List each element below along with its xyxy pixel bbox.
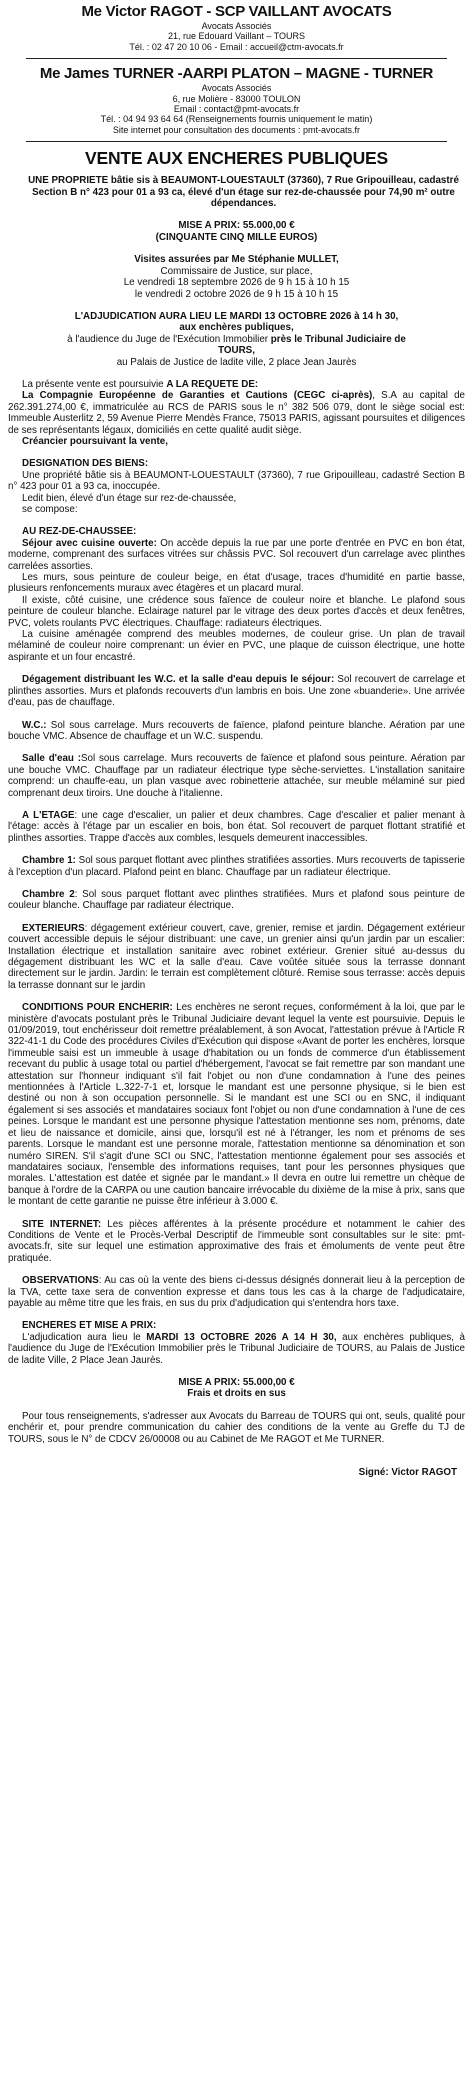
rdc-p3: Il existe, côté cuisine, une crédence sous faïence de couleur noire et blanche. Le plafond sous peinture de couleur blanche. Eclairage naturel par le vitrage des deux portes d'accès et deux fenêtres, PVC, volets roulants PVC électriques. Chauffage: radiateurs électriques.	[8, 594, 465, 629]
chambre1-paragraph	[8, 855, 465, 878]
etage-paragraph	[8, 810, 465, 844]
designation-line2: Ledit bien, élevé d'un étage sur rez-de-chaussée,	[22, 492, 237, 504]
encheres-date: MARDI 13 OCTOBRE 2026 A 14 H 30,	[146, 1331, 337, 1343]
adjudication-line3-text: à l'audience du Juge de l'Exécution Immobilier	[67, 333, 271, 345]
exterieurs-paragraph	[8, 923, 465, 991]
firm1-block	[8, 3, 465, 52]
firm2-block	[8, 65, 465, 135]
encheres-heading: ENCHERES ET MISE A PRIX:	[22, 1320, 157, 1332]
requete-label: A LA REQUETE DE:	[166, 378, 259, 390]
creancier-line: Créancier poursuivant la vente,	[22, 435, 168, 447]
observations-label: OBSERVATIONS	[22, 1275, 99, 1287]
wc-paragraph	[8, 720, 465, 743]
renseignements-paragraph: Pour tous renseignements, s'adresser aux Avocats du Barreau de TOURS qui ont, seuls, qualité pour enchérir et, pour prendre communication du cahier des conditions de la vente au Greffe du TJ de TOURS, sous le N° de CDCV 26/00008 ou au Cabinet de Me RAGOT et Me TURNER.	[8, 1410, 465, 1445]
price-words: (CINQUANTE CINQ MILLE EUROS)	[155, 231, 318, 243]
adjudication-court: près le Tribunal Judiciaire de	[270, 333, 406, 345]
conditions-text: Les enchères ne seront reçues, conformément à la loi, que par le ministère d'avocats postulant près le Tribunal Judiciaire devant lequel la vente est poursuivie. Depuis le 01/09/2019, tout enchérisseur doit remettre préalablement, à son Avocat, l'attestation prévue à l'Article R 322-41-1 du Code des procédures Civiles d'Exécution qui dispose «Avant de porter les enchères, lorsque l'immeuble saisi est un immeuble à usage d'habitation ou un fonds de commerce d'un établissement recevant du public à usage total ou partiel d'hébergement, l'avocat se fait remettre par son mandant une attestation sur l'honneur indiquant s'il fait l'objet ou non d'une condamnation à l'une des peines mentionnées à l'Article L.322-7-1 et, lorsque le mandant est une personne physique, si le bien est destiné ou non à son occupation personnelle. Si le mandant est une SCI ou en SNC, il indiquant également si ses associés et mandataires sociaux font l'objet ou non d'une condamnation à l'une de ces peines. Lorsque le mandant est une personne physique l'attestation mentionne ses nom, prénoms, date et lieu de naissance et domicile, ainsi que, lorsqu'il est né à l'étranger, les nom et prénoms de ses parents. Lorsque le mandant est une personne morale, l'attestation mentionne sa dénomination et son numéro SIREN. S'il s'agit d'une SCI ou SNC, l'attestation mentionne également pour ses associés et mandataires sociaux, l'ensemble des informations requises, tant pour les personnes physiques que morales. L'attestation est datée et signée par le mandant.» Il devra en outre lui remettre un chèque de banque à l'ordre de la CARPA ou une caution bancaire irrévocable du dixième de la mise à prix, sans que le montant de cette garantie ne puisse être inférieur à 3.000 €.	[8, 1002, 466, 1208]
firm2-line2: 6, rue Molière - 83000 TOULON	[172, 93, 301, 104]
property-summary: UNE PROPRIETE bâtie sis à BEAUMONT-LOUESTAULT (37360), 7 Rue Gripouilleau, cadastré Section B n° 423 pour 01 a 93 ca, élevé d'un étage sur rez-de-chaussée pour 74,90 m² outre dépendances.	[28, 175, 459, 210]
exterieurs-text: : dégagement extérieur couvert, cave, grenier, remise et jardin. Dégagement extérieur couvert accessible depuis le séjour distribuant: une cave, un grenier ainsi qu'un jardin par un escalier: Installation électrique et installation sanitaire avec robinet extérieur. Grenier situé au-dessus du dégagement distribuant les WC et la salle d'eau. Cave voûtée située sous la terrasse donnant directement sur le jardin. Jardin: le terrain est complètement clôturé. Remise sous terrasse: accès depuis la terrasse donnant sur le jardin	[8, 922, 465, 991]
observations-paragraph	[8, 1275, 465, 1309]
adjudication-line3	[8, 334, 465, 345]
chambre2-label: Chambre 2	[22, 888, 75, 900]
adjudication-line2: aux enchères publiques,	[179, 322, 294, 334]
requete-intro-text: La présente vente est poursuivie	[22, 378, 167, 390]
degagement-label: Dégagement distribuant les W.C. et la salle d'eau depuis le séjour:	[22, 674, 335, 686]
rdc-p1	[8, 538, 465, 572]
creditor-name: La Compagnie Européenne de Garanties et Cautions (CEGC ci-après)	[22, 390, 373, 402]
firm2-name: Me James TURNER -AARPI PLATON – MAGNE - TURNER	[39, 65, 434, 83]
etage-label: A L'ETAGE	[22, 809, 75, 821]
visits-line3: Le vendredi 18 septembre 2026 de 9 h 15 à 10 h 15	[123, 277, 350, 289]
rdc-heading: AU REZ-DE-CHAUSSEE:	[22, 526, 137, 538]
etage-text: : une cage d'escalier, un palier et deux chambres. Cage d'escalier et palier menant à l'étage: accès à l'étage par un escalier en bois, bon état. Sol recouvert de parquet flottant stratifié et plinthes assorties. Trappe d'accès aux combles, lesquels demeurent inaccessibles.	[8, 809, 465, 844]
adjudication-place: au Palais de Justice de ladite ville, 2 place Jean Jaurès	[116, 356, 357, 368]
divider	[26, 141, 447, 142]
firm1-line2: 21, rue Edouard Vaillant – TOURS	[167, 31, 306, 42]
rdc-p1-label: Séjour avec cuisine ouverte:	[22, 537, 157, 549]
salle-eau-text: Sol sous carrelage. Murs recouverts de faïence et plafond sous peinture. Aération par une bouche VMC. Chauffage par un radiateur électrique type sèche-serviettes. L'installation sanitaire comprend: un chauffe-eau, un plan vasque avec robinetterie attachée, sur meuble mélaminé sur pied comprenant deux tiroirs. Une douche à l'italienne.	[8, 753, 465, 799]
creditor-paragraph	[8, 390, 465, 436]
firm1-line1: Avocats Associés	[201, 21, 272, 31]
firm2-line3: Email : contact@pmt-avocats.fr	[173, 104, 300, 115]
firm1-line3: Tél. : 02 47 20 10 06 - Email : accueil@ctm-avocats.fr	[129, 41, 344, 52]
creditor-details: , S.A au capital de 262.391.274,00 €, immatriculée au RCS de PARIS sous le n° 382 506 079, dont le siège social est: Immeuble Austerlitz 2, 59 Avenue Pierre Mendès France, 75013 PARIS, agissant poursuites et diligences de ses représentants légaux, domiciliés en cette qualité audit siège.	[8, 390, 465, 436]
visits-line1: Visites assurées par Me Stéphanie MULLET,	[134, 254, 339, 266]
chambre2-paragraph	[8, 889, 465, 912]
exterieurs-label: EXTERIEURS	[22, 922, 85, 934]
visits-line4: le vendredi 2 octobre 2026 de 9 h 15 à 10 h 15	[134, 288, 339, 300]
designation-heading: DESIGNATION DES BIENS:	[22, 458, 149, 470]
firm2-line5: Site internet pour consultation des documents : pmt-avocats.fr	[112, 124, 361, 135]
firm2-line4: Tél. : 04 94 93 64 64 (Renseignements fournis uniquement le matin)	[100, 114, 373, 125]
price2-fees: Frais et droits en sus	[187, 1388, 286, 1400]
site-label: SITE INTERNET:	[22, 1218, 102, 1230]
visits-line2: Commissaire de Justice, sur place,	[160, 265, 313, 277]
observations-text: : Au cas où la vente des biens ci-dessus désignés donnerait lieu à la perception de la TVA, cette taxe sera de convention expresse et dans tous les cas à la charge de l'adjudicataire, payable au même titre que les frais, en sus du prix d'adjudication qui s'entendra hors taxe.	[8, 1275, 465, 1309]
divider	[26, 58, 447, 59]
requete-intro	[8, 379, 465, 390]
wc-label: W.C.:	[22, 719, 47, 731]
chambre1-label: Chambre 1:	[22, 855, 76, 867]
page-title: VENTE AUX ENCHERES PUBLIQUES	[85, 148, 388, 169]
chambre1-text: Sol sous parquet flottant avec plinthes stratifiées assorties. Murs recouverts de tapisserie à l'exception d'un placard. Plafond peint en blanc. Chauffage par un radiateur électrique.	[8, 855, 465, 878]
conditions-label: CONDITIONS POUR ENCHERIR:	[22, 1002, 173, 1014]
adjudication-city: TOURS,	[218, 345, 255, 357]
degagement-text: Sol recouvert de carrelage et plinthes assorties. Murs et plafonds recouverts d'un lambris en bois. Une zone «buanderie». Une arrivée d'eau, pas de chauffage.	[8, 674, 465, 709]
price-line: MISE A PRIX: 55.000,00 €	[178, 220, 295, 232]
encheres-text3: aux enchères publiques, à l'audience du Juge de l'Exécution Immobilier près le Tribunal Judiciaire de TOURS, au Palais de Justice de ladite Ville, 2 Place Jean Jaurès.	[8, 1331, 465, 1366]
salle-eau-label: Salle d'eau :	[22, 753, 81, 765]
rdc-p2: Les murs, sous peinture de couleur beige, en état d'usage, traces d'humidité en partie basse, plusieurs renfoncements muraux avec étagères et un placard mural.	[8, 572, 465, 595]
signature: Signé: Victor RAGOT	[358, 1467, 457, 1479]
site-paragraph	[8, 1219, 465, 1265]
firm1-name: Me Victor RAGOT - SCP VAILLANT AVOCATS	[81, 3, 392, 20]
price2-line: MISE A PRIX: 55.000,00 €	[178, 1377, 295, 1388]
firm2-line1: Avocats Associés	[201, 83, 272, 94]
encheres-paragraph	[8, 1332, 465, 1366]
wc-text: Sol sous carrelage. Murs recouverts de faïence, plafond peinture blanche. Aération par une bouche VMC. Absence de chauffage et un W.C. suspendu.	[8, 719, 465, 742]
chambre2-text: : Sol sous parquet flottant avec plinthes stratifiées. Murs et plafond sous peinture de couleur blanche. Chauffage par radiateur électrique.	[8, 888, 465, 912]
rdc-p4: La cuisine aménagée comprend des meubles modernes, de couleur grise. Un plan de travail mélaminé de couleur noire comprenant: un évier en PVC, une plaque de cuisson électrique, une hotte aspirante et un four encastré.	[8, 629, 465, 663]
salle-eau-paragraph	[8, 753, 465, 799]
degagement-paragraph	[8, 674, 465, 708]
site-text: Les pièces afférentes à la présente procédure et notamment le cahier des Conditions de Vente et le Procès-Verbal Descriptif de l'immeuble sont consultables sur le site: pmt-avocats.fr, site sur lequel une estimation approximative des frais et émoluments de vente peut être pratiquée.	[8, 1218, 465, 1264]
designation-text: Une propriété bâtie sis à BEAUMONT-LOUESTAULT (37360), 7 rue Gripouilleau, cadastré Section B n° 423 pour 01 a 93 ca, inoccupée.	[8, 469, 465, 493]
conditions-paragraph	[8, 1002, 465, 1207]
designation-line3: se compose:	[22, 504, 78, 515]
rdc-p1-text: On accède depuis la rue par une porte d'entrée en PVC en bon état, moderne, comprenant des surfaces vitrées sur châssis PVC. Sol recouvert d'un carrelage avec plinthes carrelées assorties.	[8, 537, 465, 572]
encheres-text1: L'adjudication aura lieu le	[22, 1331, 147, 1343]
adjudication-line1: L'ADJUDICATION AURA LIEU LE MARDI 13 OCTOBRE 2026 à 14 h 30,	[74, 310, 399, 322]
